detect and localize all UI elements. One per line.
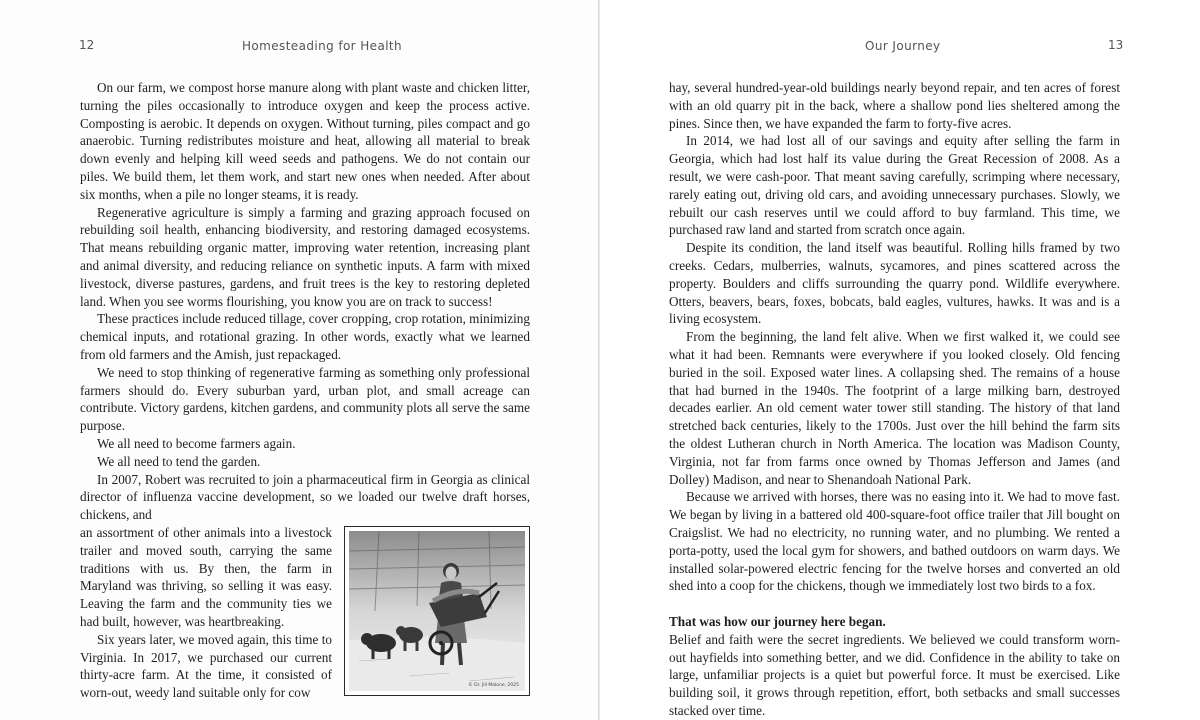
paragraph: These practices include reduced tillage, cover cropping, crop rotation, minimizing chemical inputs, and rotational grazing. In other words, exactly what we learned from old farmers and the Amish, just repackaged.	[80, 311, 530, 362]
paragraph: We need to stop thinking of regenerative farming as something only professional farmers should do. Every suburban yard, urban plot, and small acreage can contribute. Victory gardens, kitchen gardens, and community plots all serve the same purpose.	[80, 364, 530, 434]
paragraph: In 2014, we had lost all of our savings and equity after selling the farm in Georgia, which had lost half its value during the Great Recession of 2008. As a result, we were cash-poor. That meant saving carefully, scrimping where necessary, rarely eating out, driving old cars, and avoiding unnecessary purchases. Slowly, we rebuilt our cash reserves until we could afford to buy farmland. This time, we purchased raw land and started from scratch once again.	[669, 133, 1120, 238]
right-body-text	[669, 79, 1120, 720]
paragraph: From the beginning, the land felt alive. When we first walked it, we could see what it had been. Remnants were everywhere if you looked closely. Old fencing buried in the soil. Exposed water lines. A collapsing shed. The remains of a house that had burned in the 1940s. The footprint of a large milking barn, destroyed decades earlier. An old cement water tower still standing. The history of that land stretched back centuries, likely to the 1700s. Just over the hill behind the farm sits the oldest Lutheran church in North America. The location was Madison County, Virginia, not far from farms once owned by Thomas Jefferson and James (and Dolley) Madison, and near to Shenandoah National Park.	[669, 329, 1120, 487]
woman-with-wheelbarrow-and-pigs-illustration	[349, 531, 525, 691]
paragraph: On our farm, we compost horse manure along with plant waste and chicken litter, turning the piles occasionally to introduce oxygen and keep the process active. Composting is aerobic. It depends on oxygen. Without turning, piles compact and go anaerobic. Turning redistributes moisture and heat, allowing all material to break down evenly and helping kill weed seeds and pathogens. We do not contain our piles. We build them, let them work, and start new ones when needed. After about six months, when a pile no longer steams, it is ready.	[80, 80, 530, 202]
page-number-left: 12	[79, 38, 95, 52]
paragraph: Despite its condition, the land itself was beautiful. Rolling hills framed by two creeks. Cedars, mulberries, walnuts, sycamores, and pines scattered across the property. Boulders and cliffs surrounding the quarry pond. Wildlife everywhere. Otters, beavers, bears, foxes, bobcats, bald eagles, vultures, hawks. It was and is a living ecosystem.	[669, 240, 1120, 327]
left-body-text	[80, 79, 530, 702]
running-head-left: Homesteading for Health	[242, 39, 403, 53]
paragraph: Six years later, we moved again, this time to Virginia. In 2017, we purchased our current thirty-acre farm. At the time, it consisted of worn-out, weedy land suitable only for cow	[80, 631, 332, 701]
paragraph: In 2007, Robert was recruited to join a pharmaceutical firm in Georgia as clinical director of influenza vaccine development, so we loaded our twelve draft horses, chickens, and	[80, 471, 530, 523]
paragraph: hay, several hundred-year-old buildings nearly beyond repair, and ten acres of forest with an old quarry pit in the back, where a shallow pond lies sheltered among the pines. Since then, we have expanded the farm to forty-five acres.	[669, 80, 1120, 131]
page-number-right: 13	[1108, 38, 1124, 52]
paragraph: We all need to tend the garden.	[97, 453, 261, 469]
paragraph: Regenerative agriculture is simply a farming and grazing approach focused on rebuilding soil health, enhancing biodiversity, and restoring damaged ecosystems. That means rebuilding organic matter, improving water retention, increasing plant and animal diversity, and reducing reliance on synthetic inputs. A farm with mixed livestock, diverse pastures, gardens, and fruit trees is the key to restoring depleted land. When you see worms flourishing, you know you are on track to success!	[80, 204, 530, 309]
running-head-right: Our Journey	[865, 39, 941, 53]
illustration-signature: © Dr. Jill Malone, 2025	[468, 682, 519, 688]
paragraph: Belief and faith were the secret ingredients. We believed we could transform worn-out hayfields into something better, and we did. Confidence in the ability to take on large, unfamiliar projects is a quiet but powerful force. It must be exercised. Like building soil, it grows through repetition, effort, both setbacks and small successes stacked over time.	[669, 631, 1120, 718]
paragraph: an assortment of other animals into a livestock trailer and moved south, carrying the same traditions with us. By then, the farm in Maryland was thriving, so selling it was easy. Leaving the farm and the community ties we had built, however, was heartbreaking.	[80, 524, 332, 629]
right-page	[600, 0, 1200, 720]
paragraph: We all need to become farmers again.	[97, 435, 296, 451]
farm-illustration	[344, 526, 530, 696]
section-heading: That was how our journey here began.	[669, 613, 886, 629]
paragraph: Because we arrived with horses, there was no easing into it. We had to move fast. We began by living in a battered old 400-square-foot office trailer that Jill bought on Craigslist. We had no electricity, no running water, and no plumbing. We rented a porta-potty, used the local gym for showers, and bathed outdoors on warm days. We installed solar-powered electric fencing for the twelve horses and converted an old shed into a coop for the chickens, though we immediately lost two birds to a fox.	[669, 489, 1120, 594]
